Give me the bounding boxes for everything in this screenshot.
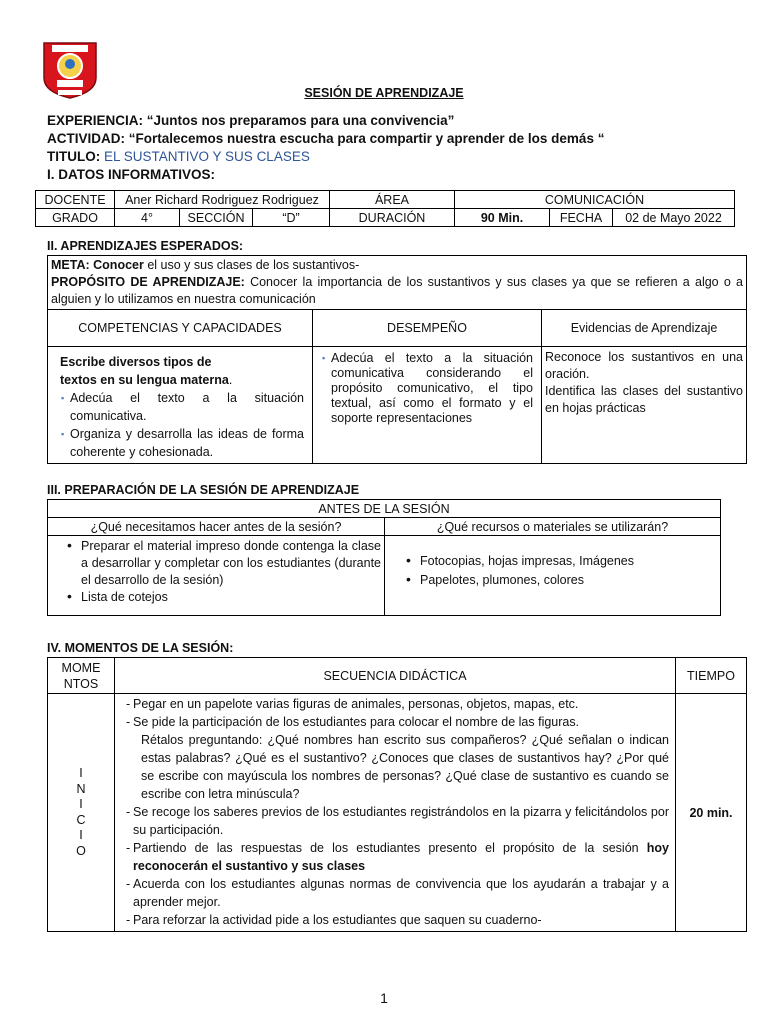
- list-item: ▪ Adecúa el texto a la situación comunicativa considerando el propósito comunicativo, el tipo textual, así como el formato y el soporte representaciones: [331, 351, 533, 426]
- col-secuencia: SECUENCIA DIDÁCTICA: [115, 658, 676, 694]
- actividad-line: ACTIVIDAD: “Fortalecemos nuestra escucha para compartir y aprender de los demás “: [47, 131, 605, 146]
- fecha-label: FECHA: [550, 209, 613, 227]
- list-item: - Se recoge los saberes previos de los estudiantes registrándolos en la pizarra y felicitándolos por su participación.: [133, 803, 669, 839]
- meta-line: META: Conocer el uso y sus clases de los sustantivos-: [51, 258, 360, 272]
- list-item: - Pegar en un papelote varias figuras de animales, personas, objetos, mapas, etc.: [133, 695, 669, 713]
- recursos-list: [420, 552, 717, 590]
- experiencia-line: EXPERIENCIA: “Juntos nos preparamos para una convivencia”: [47, 113, 455, 128]
- antes-header: ANTES DE LA SESIÓN: [48, 500, 721, 518]
- list-item: - Para reforzar la actividad pide a los estudiantes que saquen su cuaderno-: [133, 911, 669, 929]
- q-recursos: ¿Qué recursos o materiales se utilizarán?: [385, 518, 721, 536]
- section-momentos: IV. MOMENTOS DE LA SESIÓN:: [47, 641, 234, 655]
- inicio-cell: I N I C I O: [48, 694, 115, 932]
- page-title: SESIÓN DE APRENDIZAJE: [304, 86, 464, 100]
- list-item: - Partiendo de las respuestas de los estudiantes presento el propósito de la sesión hoy reconocerán el sustantivo y sus clases: [133, 839, 669, 875]
- list-item: • Lista de cotejos: [81, 589, 381, 606]
- col-tiempo: TIEMPO: [676, 658, 747, 694]
- grado-value: 4°: [115, 209, 180, 227]
- list-item: ▪ Organiza y desarrolla las ideas de forma coherente y cohesionada.: [70, 425, 304, 461]
- evidencia-1: Reconoce los sustantivos en una oración.: [545, 350, 743, 381]
- area-label: ÁREA: [330, 191, 455, 209]
- area-value: COMUNICACIÓN: [455, 191, 735, 209]
- col-desempeno: DESEMPEÑO: [313, 310, 542, 347]
- hacer-list: [81, 538, 381, 606]
- section-preparacion: III. PREPARACIÓN DE LA SESIÓN DE APRENDIZAJE: [47, 483, 360, 497]
- docente-label: DOCENTE: [36, 191, 115, 209]
- seccion-value: “D”: [253, 209, 330, 227]
- page-number: 1: [380, 990, 388, 1006]
- grado-label: GRADO: [36, 209, 115, 227]
- seccion-label: SECCIÓN: [180, 209, 253, 227]
- competencia-title: Escribe diversos tipos de textos en su lengua materna.: [60, 355, 233, 387]
- list-item: ▪ Adecúa el texto a la situación comunicativa.: [70, 389, 304, 425]
- tiempo-value: 20 min.: [676, 694, 747, 932]
- capacidades-list: [60, 389, 304, 461]
- list-item: • Papelotes, plumones, colores: [420, 571, 717, 590]
- proposito-line: PROPÓSITO DE APRENDIZAJE: Conocer la importancia de los sustantivos y sus clases ya que se refieren a algo o a alguien y lo utilizamos en nuestra comunicación: [51, 275, 743, 306]
- momentos-table: [47, 657, 747, 932]
- duracion-label: DURACIÓN: [330, 209, 455, 227]
- col-competencias: COMPETENCIAS Y CAPACIDADES: [48, 310, 313, 347]
- fecha-value: 02 de Mayo 2022: [613, 209, 735, 227]
- list-item: • Fotocopias, hojas impresas, Imágenes: [420, 552, 717, 571]
- item2-sub: Rétalos preguntando: ¿Qué nombres han escrito sus compañeros? ¿Qué señalan o indican estas palabras? ¿Qué es el sustantivo? ¿Conoces que clases de sustantivos hay? ¿Por qué se escribe con mayúscula los nombres de personas? ¿Qué clase de sustantivo es cuando se escribe con letra minúscula?: [141, 733, 669, 801]
- docente-value: Aner Richard Rodriguez Rodriguez: [115, 191, 330, 209]
- list-item: - Se pide la participación de los estudiantes para colocar el nombre de las figuras. Rétalos preguntando: ¿Qué nombres han escrito sus compañeros? ¿Qué señalan o indican estas palabras? ¿Qué es el sustantivo? ¿Conoces que clases de sustantivos hay? ¿Por qué se escribe con mayúscula los nombres de personas? ¿Qué clase de sustantivo es cuando se escribe con letra minúscula?: [133, 713, 669, 803]
- list-item: - Acuerda con los estudiantes algunas normas de convivencia que los ayudarán a trabajar y a aprender mejor.: [133, 875, 669, 911]
- col-evidencias: Evidencias de Aprendizaje: [542, 310, 747, 347]
- aprendizajes-table: [47, 255, 747, 464]
- col-momentos: MOME NTOS: [48, 658, 115, 694]
- preparacion-table: [47, 499, 721, 616]
- section-datos: I. DATOS INFORMATIVOS:: [47, 167, 215, 182]
- secuencia-list: [133, 695, 669, 929]
- q-hacer: ¿Qué necesitamos hacer antes de la sesión?: [48, 518, 385, 536]
- datos-table: [35, 190, 735, 227]
- titulo-line: TITULO: EL SUSTANTIVO Y SUS CLASES: [47, 149, 310, 164]
- duracion-value: 90 Min.: [455, 209, 550, 227]
- evidencia-2: Identifica las clases del sustantivo en hojas prácticas: [545, 384, 743, 415]
- list-item: • Preparar el material impreso donde contenga la clase a desarrollar y completar con los estudiantes (durante el desarrollo de la sesión): [81, 538, 381, 589]
- section-aprendizajes: II. APRENDIZAJES ESPERADOS:: [47, 239, 244, 253]
- desempeno-list: [331, 351, 533, 426]
